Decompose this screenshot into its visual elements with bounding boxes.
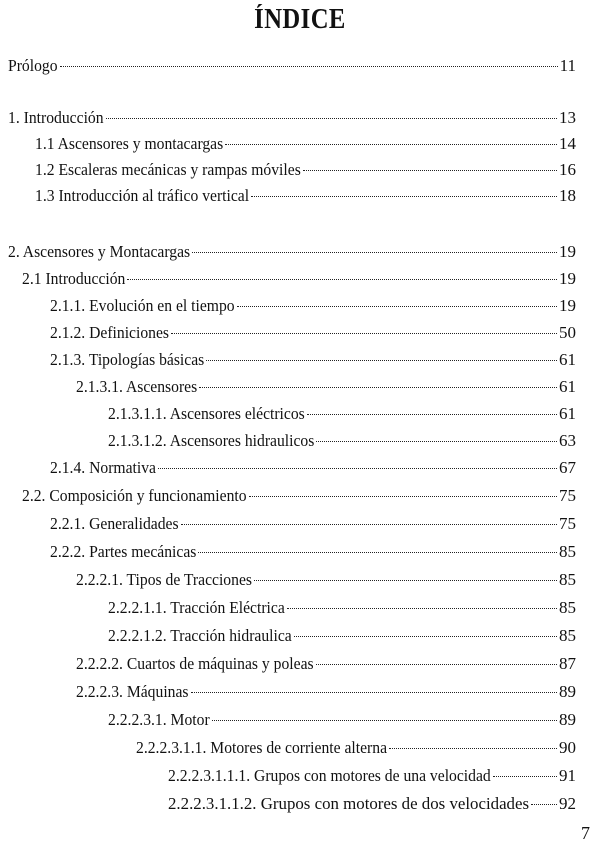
toc-entry-2-2[interactable] bbox=[22, 486, 576, 506]
toc-entry-2-2-2-2[interactable] bbox=[76, 654, 576, 674]
toc-entry-page: 19 bbox=[559, 296, 576, 315]
toc-entry-2-2-2-1-1[interactable] bbox=[108, 598, 576, 618]
dot-leader bbox=[389, 748, 557, 749]
toc-entry-label: 2.2. Composición y funcionamiento bbox=[22, 486, 247, 505]
toc-entry-1-1[interactable] bbox=[35, 134, 576, 154]
page-title: ÍNDICE bbox=[254, 4, 346, 35]
toc-entry-label: 2.1.4. Normativa bbox=[50, 458, 156, 477]
toc-entry-page: 75 bbox=[559, 514, 576, 533]
toc-entry-page: 67 bbox=[559, 458, 576, 477]
toc-entry-page: 19 bbox=[559, 269, 576, 288]
toc-entry-label: 2.1.1. Evolución en el tiempo bbox=[50, 296, 235, 315]
toc-entry-page: 19 bbox=[559, 242, 576, 261]
dot-leader bbox=[294, 636, 557, 637]
toc-entry-2-1[interactable] bbox=[22, 269, 576, 289]
dot-leader bbox=[237, 306, 557, 307]
toc-entry-2-2-1[interactable] bbox=[50, 514, 576, 534]
toc-entry-page: 92 bbox=[559, 794, 576, 813]
dot-leader bbox=[191, 692, 557, 693]
toc-entry-page: 50 bbox=[559, 323, 576, 342]
toc-entry-label: Prólogo bbox=[8, 56, 58, 75]
toc-entry-page: 91 bbox=[559, 766, 576, 785]
dot-leader bbox=[307, 414, 557, 415]
toc-entry-label: 2.1.3.1.1. Ascensores eléctricos bbox=[108, 404, 305, 423]
toc-entry-1-3[interactable] bbox=[35, 186, 576, 206]
dot-leader bbox=[198, 552, 557, 553]
toc-entry-page: 11 bbox=[559, 56, 576, 75]
toc-entry-2-2-2[interactable] bbox=[50, 542, 576, 562]
toc-entry-2-1-2[interactable] bbox=[50, 323, 576, 343]
toc-entry-label: 2.1.2. Definiciones bbox=[50, 323, 170, 342]
toc-entry-2-2-2-1[interactable] bbox=[76, 570, 576, 590]
dot-leader bbox=[316, 664, 557, 665]
toc-entry-label: 1.1 Ascensores y montacargas bbox=[35, 134, 224, 153]
toc-entry-page: 85 bbox=[559, 542, 576, 561]
toc-entry-label: 1. Introducción bbox=[8, 108, 104, 127]
toc-entry-page: 61 bbox=[559, 350, 576, 369]
toc-entry-page: 85 bbox=[559, 598, 576, 617]
toc-entry-label: 2.2.2.1.2. Tracción hidraulica bbox=[108, 626, 292, 645]
toc-entry-page: 63 bbox=[559, 431, 576, 450]
toc-entry-page: 18 bbox=[559, 186, 576, 205]
toc-entry-2-1-1[interactable] bbox=[50, 296, 576, 316]
toc-entry-label: 2.1.3.1. Ascensores bbox=[76, 377, 198, 396]
toc-entry-2-1-3[interactable] bbox=[50, 350, 576, 370]
toc-entry-label: 2.2.1. Generalidades bbox=[50, 514, 179, 533]
toc-entry-page: 16 bbox=[559, 160, 576, 179]
toc-entry-page: 85 bbox=[559, 570, 576, 589]
toc-entry-label: 2. Ascensores y Montacargas bbox=[8, 242, 191, 261]
toc-entry-page: 87 bbox=[559, 654, 576, 673]
toc-entry-2-2-2-3-1-1[interactable] bbox=[136, 738, 576, 758]
toc-entry-page: 61 bbox=[559, 404, 576, 423]
toc-entry-2-2-2-3-1[interactable] bbox=[108, 710, 576, 730]
toc-entry-label: 2.2.2. Partes mecánicas bbox=[50, 542, 197, 561]
toc-entry-label: 1.3 Introducción al tráfico vertical bbox=[35, 186, 250, 205]
toc-entry-page: 90 bbox=[559, 738, 576, 757]
toc-entry-page: 89 bbox=[559, 710, 576, 729]
dot-leader bbox=[199, 387, 557, 388]
dot-leader bbox=[251, 196, 557, 197]
toc-entry-label: 1.2 Escaleras mecánicas y rampas móviles bbox=[35, 160, 301, 179]
toc-entry-2-2-2-1-2[interactable] bbox=[108, 626, 576, 646]
toc-entry-label: 2.2.2.3. Máquinas bbox=[76, 682, 189, 701]
toc-entry-page: 14 bbox=[559, 134, 576, 153]
dot-leader bbox=[212, 720, 557, 721]
toc-entry-label: 2.1 Introducción bbox=[22, 269, 126, 288]
toc-entry-2-1-4[interactable] bbox=[50, 458, 576, 478]
dot-leader bbox=[106, 118, 557, 119]
toc-entry-2-1-3-1-2[interactable] bbox=[108, 431, 576, 451]
toc-entry-label: 2.2.2.3.1.1. Motores de corriente alterna bbox=[136, 738, 388, 757]
dot-leader bbox=[249, 496, 557, 497]
dot-leader bbox=[493, 776, 557, 777]
toc-entry-2-1-3-1-1[interactable] bbox=[108, 404, 576, 424]
toc-entry-page: 89 bbox=[559, 682, 576, 701]
toc-entry-label: 2.1.3.1.2. Ascensores hidraulicos bbox=[108, 431, 315, 450]
dot-leader bbox=[206, 360, 557, 361]
dot-leader bbox=[225, 144, 557, 145]
toc-entry-1[interactable] bbox=[8, 108, 576, 128]
toc-entry-label: 2.2.2.3.1. Motor bbox=[108, 710, 210, 729]
dot-leader bbox=[254, 580, 557, 581]
toc-entry-label: 2.2.2.2. Cuartos de máquinas y poleas bbox=[76, 654, 314, 673]
dot-leader bbox=[192, 252, 557, 253]
dot-leader bbox=[171, 333, 557, 334]
toc-entry-page: 85 bbox=[559, 626, 576, 645]
toc-entry-label: 2.2.2.1.1. Tracción Eléctrica bbox=[108, 598, 285, 617]
toc-entry-page: 61 bbox=[559, 377, 576, 396]
dot-leader bbox=[158, 468, 557, 469]
dot-leader bbox=[181, 524, 557, 525]
toc-entry-2-1-3-1[interactable] bbox=[76, 377, 576, 397]
dot-leader bbox=[60, 66, 558, 67]
toc-entry-label: 2.2.2.3.1.1.1. Grupos con motores de una velocidad bbox=[168, 766, 491, 785]
toc-entry-2-2-2-3[interactable] bbox=[76, 682, 576, 702]
toc-entry-label: 2.2.2.1. Tipos de Tracciones bbox=[76, 570, 252, 589]
toc-entry-2-2-2-3-1-1-2[interactable] bbox=[168, 794, 576, 814]
dot-leader bbox=[127, 279, 557, 280]
toc-entry-page: 13 bbox=[559, 108, 576, 127]
toc-entry-1-2[interactable] bbox=[35, 160, 576, 180]
toc-entry-label: 2.1.3. Tipologías básicas bbox=[50, 350, 205, 369]
dot-leader bbox=[303, 170, 557, 171]
dot-leader bbox=[531, 804, 557, 805]
toc-entry-prologo[interactable] bbox=[8, 56, 576, 76]
page-number: 7 bbox=[581, 823, 590, 843]
toc-entry-2[interactable] bbox=[8, 242, 576, 262]
toc-entry-page: 75 bbox=[559, 486, 576, 505]
dot-leader bbox=[316, 441, 557, 442]
toc-entry-2-2-2-3-1-1-1[interactable] bbox=[168, 766, 576, 786]
dot-leader bbox=[287, 608, 557, 609]
toc-entry-label: 2.2.2.3.1.1.2. Grupos con motores de dos velocidades bbox=[168, 794, 530, 813]
